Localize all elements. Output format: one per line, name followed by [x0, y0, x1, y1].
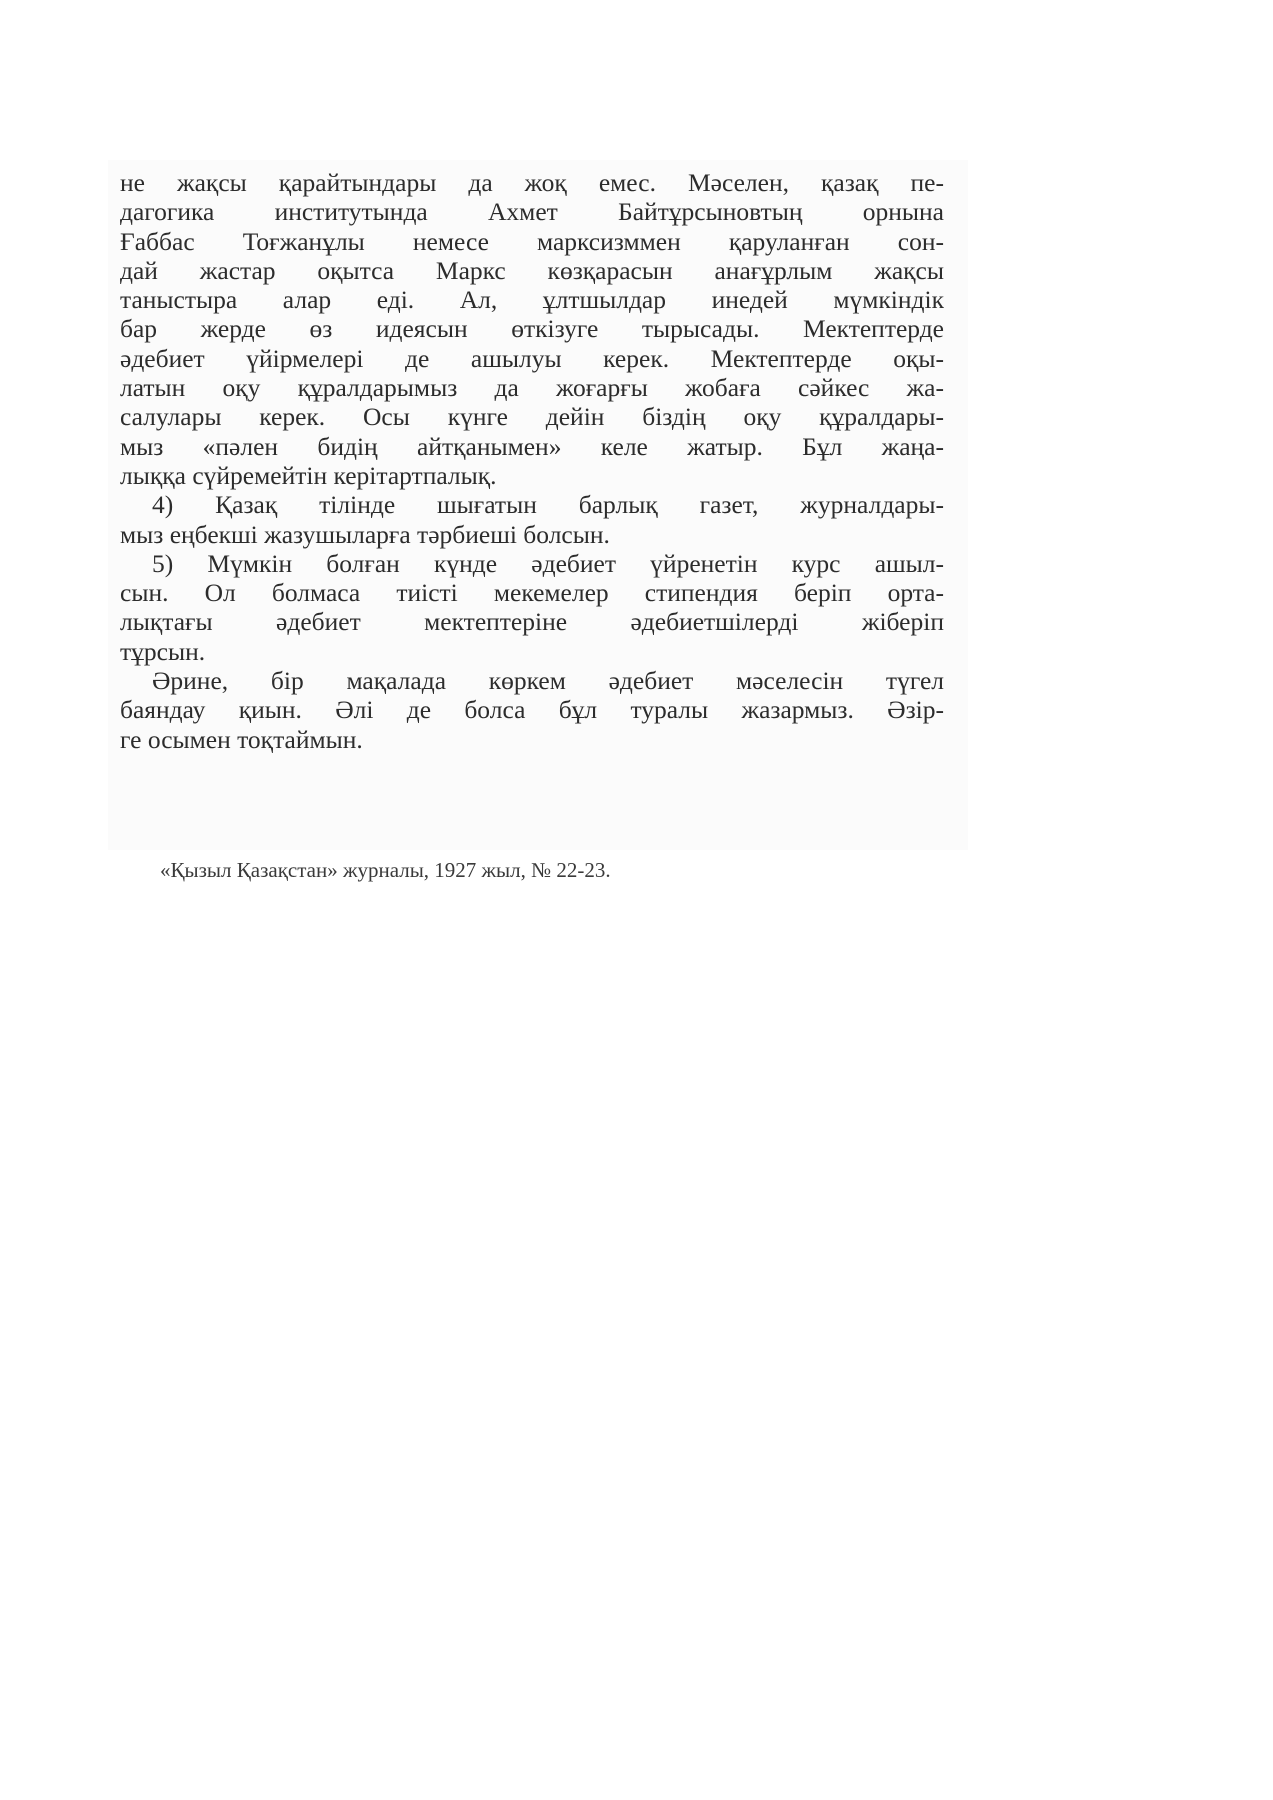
text-line: Ғаббас Тоғжанұлы немесе марксизммен қаруланған сон-	[120, 226, 944, 256]
text-line: 4) Қазақ тілінде шығатын барлық газет, журналдары-	[152, 490, 944, 520]
text-line: дагогика институтында Ахмет Байтұрсыновтың орнына	[120, 197, 944, 227]
text-line: тұрсын.	[120, 636, 206, 666]
text-line: бар жерде өз идеясын өткізуге тырысады. Мектептерде	[120, 314, 944, 344]
text-line: лыққа сүйремейтін керітартпалық.	[120, 460, 497, 490]
text-line: ге осымен тоқтаймын.	[120, 724, 363, 754]
text-line: 5) Мүмкін болған күнде әдебиет үйренетін курс ашыл-	[152, 548, 944, 578]
text-line: не жақсы қарайтындары да жоқ емес. Мәселен, қазақ пе-	[120, 168, 944, 197]
text-line: латын оқу құралдарымыз да жоғарғы жобаға сәйкес жа-	[120, 373, 944, 403]
text-line: лықтағы әдебиет мектептеріне әдебиетшілерді жіберіп	[120, 607, 944, 637]
source-citation: «Қызыл Қазақстан» журналы, 1927 жыл, № 22-23.	[160, 858, 611, 882]
text-line: әдебиет үйірмелері де ашылуы керек. Мектептерде оқы-	[120, 343, 944, 373]
text-line: сын. Ол болмаса тиісті мекемелер стипендия беріп орта-	[120, 578, 944, 608]
text-line: салулары керек. Осы күнге дейін біздің оқу құралдары-	[120, 402, 944, 432]
text-line: таныстыра алар еді. Ал, ұлтшылдар инедей мүмкіндік	[120, 285, 944, 315]
text-line: Әрине, бір мақалада көркем әдебиет мәселесін түгел	[152, 666, 944, 696]
article-text	[120, 168, 944, 754]
text-line: мыз «пәлен бидің айтқанымен» келе жатыр. Бұл жаңа-	[120, 431, 944, 461]
text-line: дай жастар оқытса Маркс көзқарасын анағұрлым жақсы	[120, 255, 944, 285]
text-line: мыз еңбекші жазушыларға тәрбиеші болсын.	[120, 519, 610, 549]
text-line: баяндау қиын. Әлі де болса бұл туралы жазармыз. Әзір-	[120, 695, 944, 725]
